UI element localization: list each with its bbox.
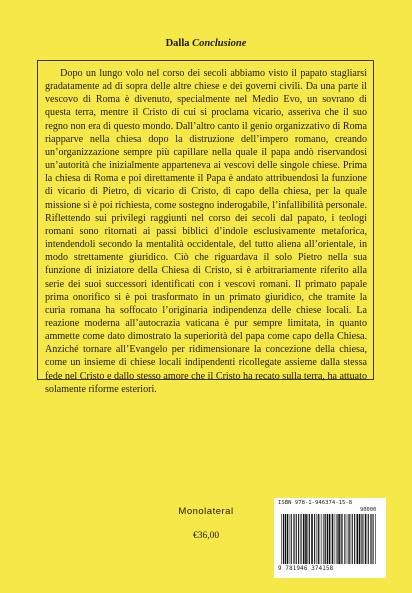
excerpt-heading <box>0 38 412 49</box>
excerpt-body: Dopo un lungo volo nel corso dei secoli abbiamo visto il papato stagliarsi gradatamente ad di sopra delle altre chiese e dei governi civili. Da una parte il vescovo di Roma è divenuto, specialmente nel Medio Evo, un sovrano di questa terra, mentre il Cristo di cui si proclama vicario, asseriva che il suo regno non era di questo mondo. Dall’altro canto il genio organizzativo di Roma riapparve nella chiesa dopo la distruzione dell’impero romano, creando un’organizzazione sempre più capillare nella quale il papa andò riservandosi un’autorità che inizialmente apparteneva ai vescovi delle singole chiese. Prima la chiesa di Roma e poi direttamente il Papa è andato attribuendosi la funzione di vicario di Pietro, di vicario di Cristo, di capo della chiesa, per la quale missione si è poi richiesta, come sostegno inderogabile, l’infallibilità personale. Riflettendo sui privilegi raggiunti nel corso dei secoli dal papato, i teologi romani sono ritornati ai passi biblici d’indole esclusivamente metaforica, intendendoli secondo la mentalità occidentale, del tutto aliena all’orientale, in modo strettamente giuridico. Ciò che riguardava il solo Pietro nella sua funzione di iniziatore della Chiesa di Cristo, si è arbitrariamente riferito alla serie dei suoi successori identificati con i vescovi romani. Il primato papale prima onorifico si è poi trasformato in un primato giuridico, che tramite la curia romana ha soffocato l’originaria indipendenza delle chiese locali. La reazione moderna all’autocrazia vaticana è pur sempre limitata, in quanto ammette come dato dimostrato la superiorità del papa come capo della Chiesa. Anziché tornare all’Evangelo per ridimensionare la concezione della chiesa, come un insieme di chiese locali indipendenti ricollegate assieme dalla stessa fede nel Cristo e dallo stesso amore che il Cristo ha recato sulla terra, ha attuato solamente riforme esteriori. <box>45 68 367 395</box>
barcode-bars <box>279 514 379 564</box>
publisher-name: Monolateral <box>178 506 234 517</box>
barcode-addon: 90000 <box>360 507 377 513</box>
isbn-label: ISBN 978-1-946374-15-8 <box>278 500 353 506</box>
excerpt-frame <box>37 60 374 395</box>
isbn-barcode <box>274 498 386 578</box>
price-label: €36,00 <box>192 531 220 541</box>
heading-prefix: Dalla <box>165 38 190 49</box>
heading-title: Conclusione <box>192 38 247 49</box>
barcode-digits: 9 781946 374158 <box>278 566 334 572</box>
